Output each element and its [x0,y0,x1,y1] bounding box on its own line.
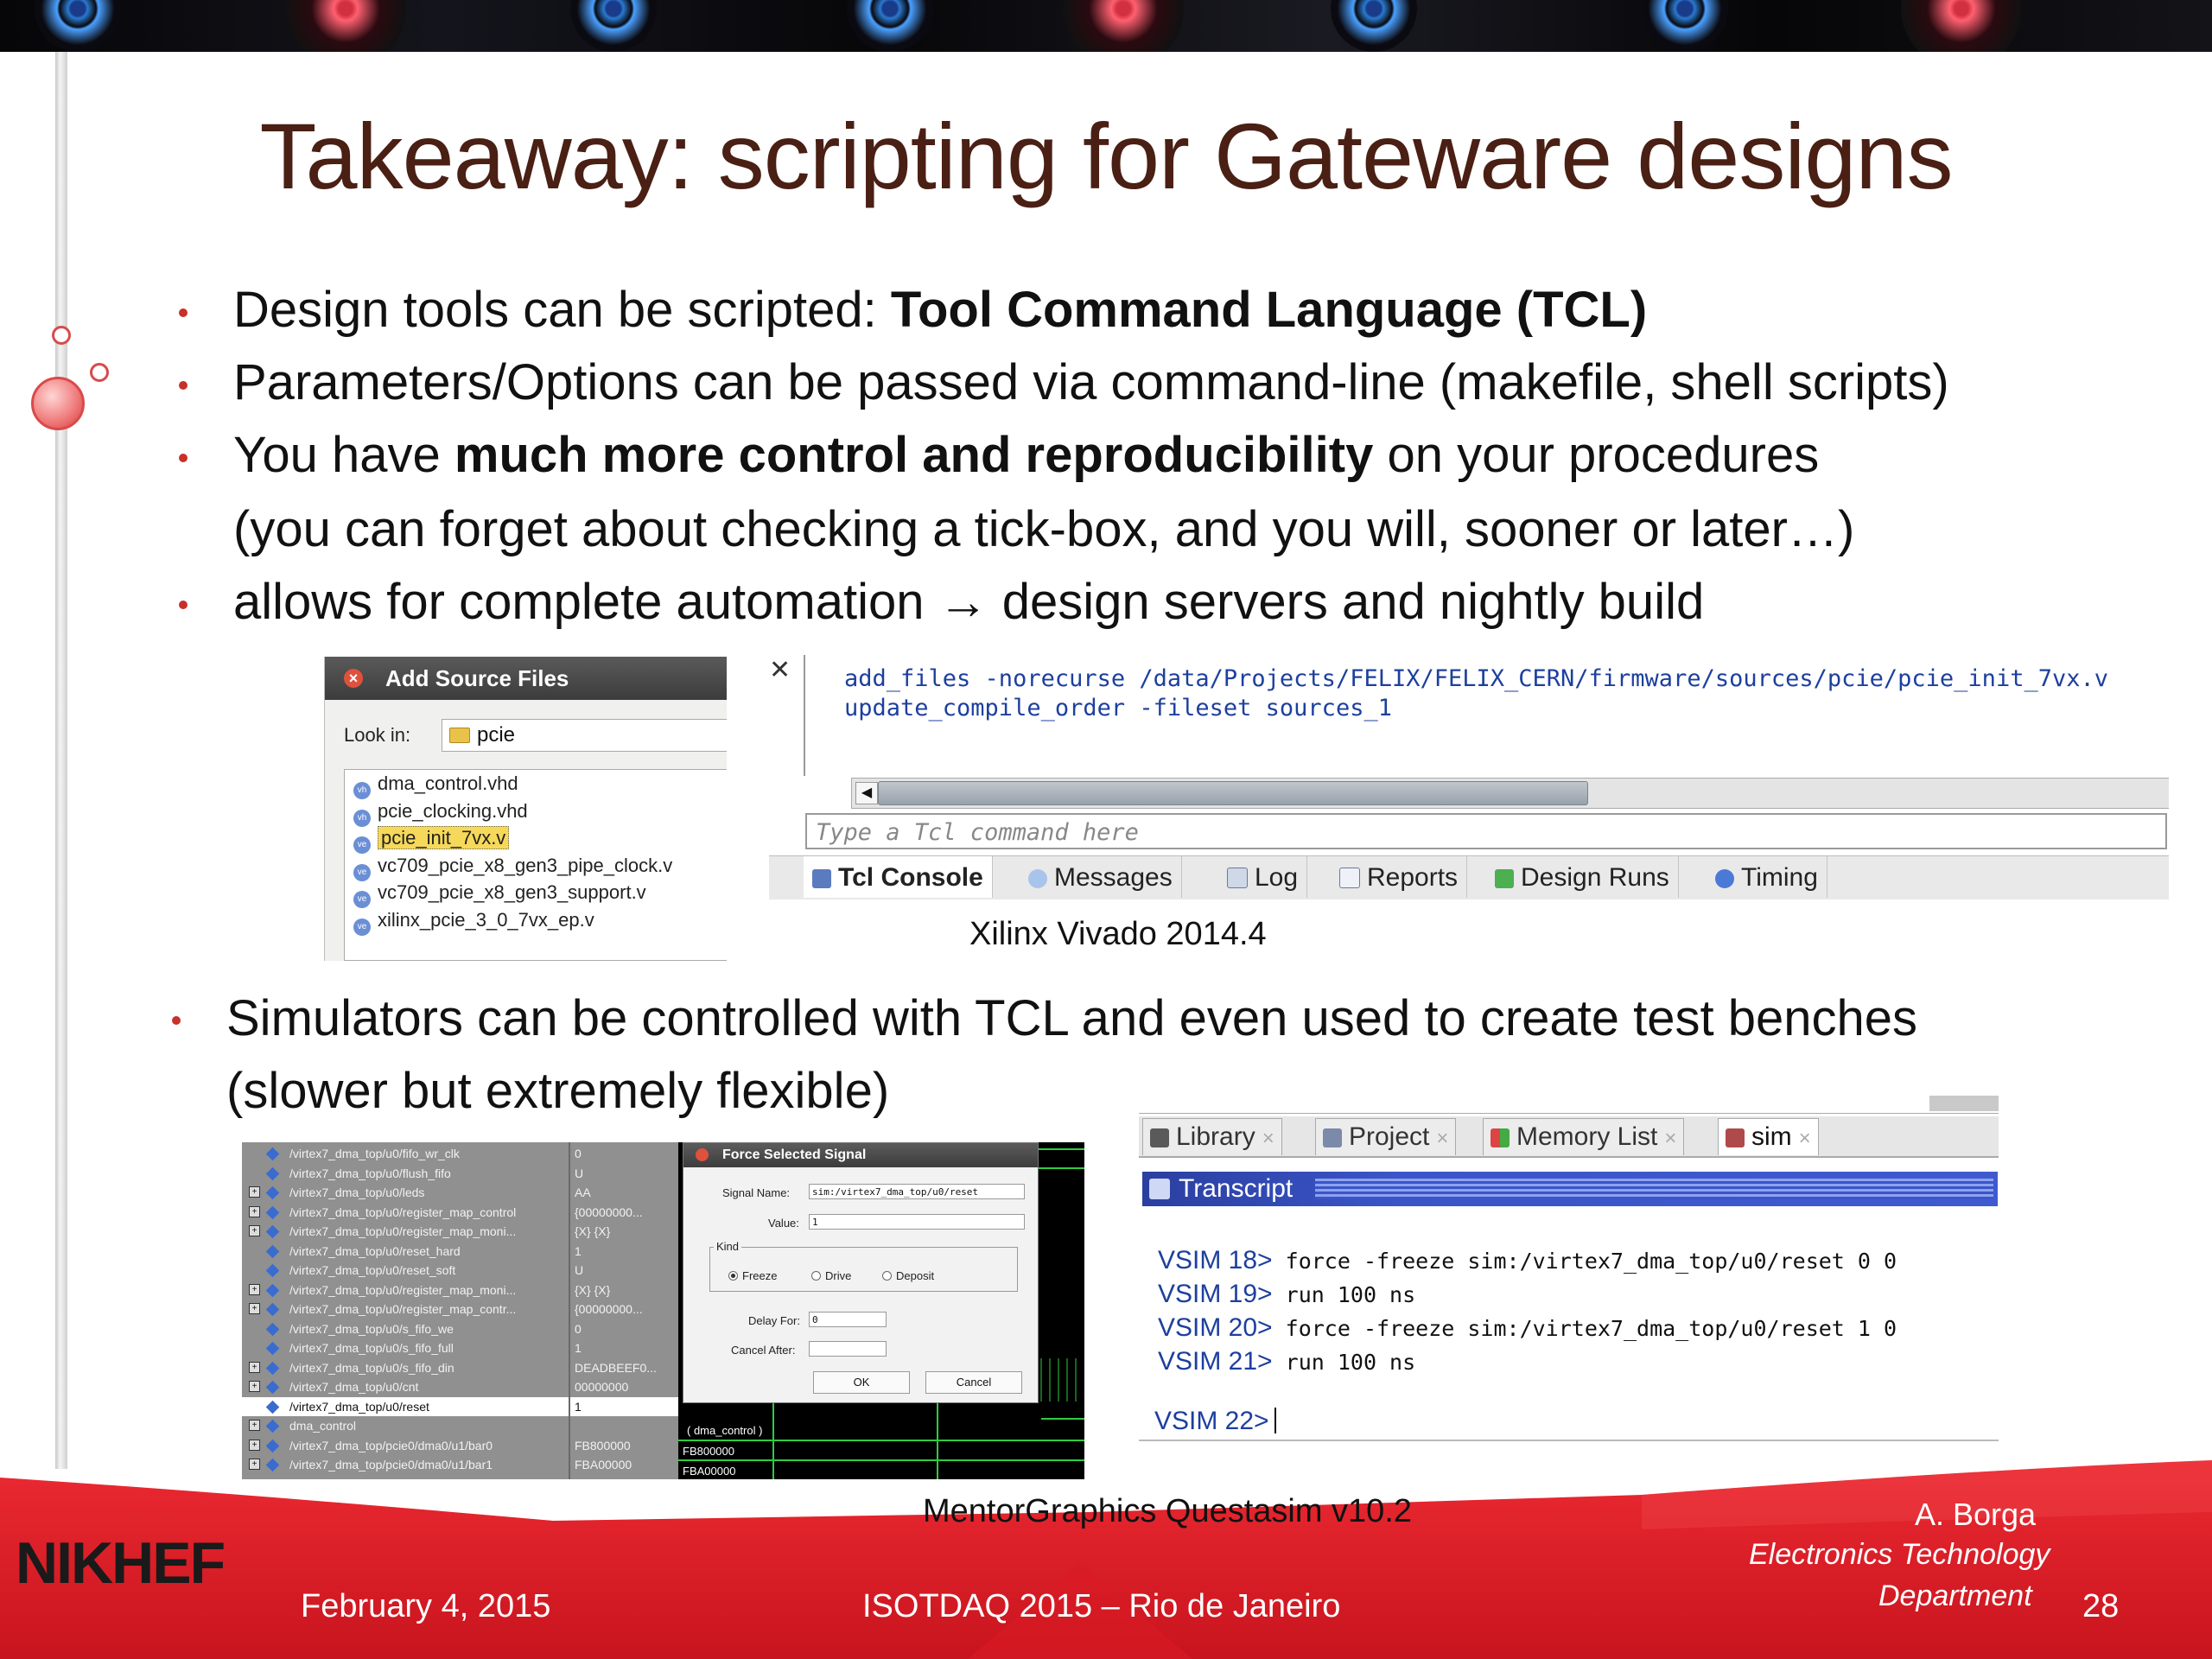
bullet-dot [179,381,188,390]
reports-icon [1339,868,1360,888]
tab-project[interactable]: Project × [1315,1118,1456,1155]
signal-row[interactable] [242,1358,678,1378]
transcript-line: VSIM 20> force -freeze sim:/virtex7_dma_top/u0/reset 1 0 [1158,1313,1897,1342]
value-label: Value: [768,1217,799,1230]
bullet-5-continuation: (slower but extremely flexible) [226,1063,890,1119]
bullet-2: Parameters/Options can be passed via command-line (makefile, shell scripts) [233,354,1949,410]
bullet-3: You have much more control and reproducibility on your procedures [233,427,1820,483]
signal-icon [266,1439,280,1452]
library-icon [1150,1128,1169,1147]
signal-name: /virtex7_dma_top/pcie0/dma0/u1/bar1 [289,1458,493,1471]
detector-burst [35,0,121,52]
radio-icon [811,1271,821,1281]
expand-icon[interactable]: + [249,1303,260,1314]
memory-list-icon [1491,1128,1510,1147]
signal-name: /virtex7_dma_top/u0/reset [289,1399,429,1414]
file-item[interactable]: ve xilinx_pcie_3_0_7vx_ep.v [345,906,727,934]
verilog-file-icon: ve [353,836,371,854]
messages-icon [1028,869,1047,888]
signal-icon [266,1186,280,1200]
detector-burst [1063,0,1184,52]
bullet-dot [179,308,188,317]
signal-row[interactable] [242,1436,678,1456]
questa-wave-window [242,1142,1084,1479]
detector-burst [1901,0,2022,52]
radio-checked-icon [728,1271,738,1281]
top-banner [0,0,2212,52]
log-icon [1227,868,1248,888]
expand-icon[interactable]: + [249,1225,260,1236]
questasim-caption: MentorGraphics Questasim v10.2 [923,1493,1413,1529]
footer-dept-line1: Electronics Technology [1749,1538,2050,1571]
expand-icon[interactable]: + [249,1362,260,1373]
signal-name: /virtex7_dma_top/u0/leds [289,1185,425,1199]
signal-icon [266,1420,280,1433]
expand-icon[interactable]: + [249,1420,260,1431]
bullet-5: Simulators can be controlled with TCL and even used to create test benches [226,990,1918,1046]
signal-row[interactable] [242,1397,678,1417]
expand-icon[interactable]: + [249,1459,260,1470]
vhdl-file-icon: vh [353,810,371,827]
close-icon[interactable] [696,1148,709,1161]
trace-label: FBA00000 [683,1465,736,1478]
header-grip[interactable] [1315,1179,1993,1199]
cancel-button[interactable]: Cancel [925,1371,1022,1394]
signal-name: /virtex7_dma_top/u0/register_map_contr... [289,1302,517,1316]
transcript-divider [1139,1440,1999,1441]
bullet-dot [179,601,188,609]
signal-name-input[interactable]: sim:/virtex7_dma_top/u0/reset [809,1184,1025,1199]
signal-row[interactable] [242,1300,678,1319]
verilog-file-icon: ve [353,864,371,881]
signal-value: 1 [575,1243,582,1258]
signal-name: dma_control [289,1419,357,1433]
bullet-3-continuation: (you can forget about checking a tick-box, and you will, sooner or later…) [233,501,1855,557]
signal-value: U [575,1263,584,1277]
trace-label: FB800000 [683,1445,734,1458]
text-cursor [1274,1408,1276,1433]
signal-name: /virtex7_dma_top/u0/s_fifo_we [289,1321,454,1336]
signal-row[interactable] [242,1203,678,1223]
top-scrollbar[interactable] [1139,1094,1999,1114]
detector-burst [1642,0,1728,52]
radio-icon [882,1271,892,1281]
tab-tcl-console[interactable]: Tcl Console [804,856,993,898]
vivado-tcl-console [769,655,2169,906]
tab-memory-list[interactable]: Memory List × [1483,1118,1684,1155]
delay-label: Delay For: [748,1314,800,1327]
signal-icon [266,1322,280,1336]
signal-value: 1 [575,1341,582,1355]
signal-value: 1 [575,1399,582,1414]
file-item[interactable]: ve vc709_pcie_x8_gen3_pipe_clock.v [345,852,727,880]
signal-icon [266,1283,280,1297]
kind-drive-radio[interactable]: Drive [811,1269,851,1282]
signal-row[interactable] [242,1416,678,1436]
transcript-icon [1149,1179,1170,1199]
signal-name: /virtex7_dma_top/u0/reset_hard [289,1243,461,1258]
file-list [344,769,727,961]
signal-row[interactable] [242,1242,678,1262]
file-item-selected[interactable]: ve pcie_init_7vx.v [345,824,727,852]
signal-name: /virtex7_dma_top/u0/register_map_moni... [289,1282,517,1297]
signal-row[interactable] [242,1144,678,1164]
tab-library[interactable]: Library × [1142,1118,1282,1155]
signal-value: U [575,1166,584,1180]
signal-icon [266,1303,280,1317]
footer-author: A. Borga [1915,1497,2037,1532]
signal-icon [266,1244,280,1258]
signal-icon [266,1361,280,1375]
signal-row[interactable] [242,1261,678,1281]
signal-row[interactable] [242,1377,678,1397]
transcript-header: Transcript [1142,1172,1998,1206]
look-in-label: Look in: [344,724,411,746]
nikhef-logo: NIKHEF [16,1530,225,1596]
signal-name-label: Signal Name: [722,1186,791,1199]
close-icon[interactable]: ✕ [769,656,791,684]
left-rail [55,52,67,1469]
signal-icon [266,1400,280,1414]
signal-name: /virtex7_dma_top/u0/s_fifo_full [289,1341,454,1355]
look-in-value: pcie [477,723,516,747]
close-tab-icon[interactable]: × [1436,1127,1449,1150]
horizontal-scrollbar[interactable] [851,778,2169,809]
tab-messages[interactable]: Messages [1020,856,1182,898]
delay-input[interactable]: 0 [809,1312,887,1327]
kind-deposit-radio[interactable]: Deposit [882,1269,934,1282]
footer-event: ISOTDAQ 2015 – Rio de Janeiro [862,1588,1341,1624]
tab-reports[interactable]: Reports [1331,856,1467,898]
verilog-file-icon: ve [353,918,371,936]
close-icon[interactable]: × [344,669,363,688]
dialog-title: Add Source Files [385,665,569,691]
tab-sim[interactable]: sim × [1718,1118,1819,1155]
decor-circle-large [31,377,85,430]
tab-design-runs[interactable]: Design Runs [1486,856,1679,898]
detector-burst [570,0,657,52]
signal-value: {00000000... [575,1205,643,1219]
sim-icon [1726,1128,1745,1147]
timing-icon [1715,869,1734,888]
ok-button[interactable]: OK [813,1371,910,1394]
signal-value: {X} {X} [575,1224,611,1238]
transcript-line: VSIM 18> force -freeze sim:/virtex7_dma_top/u0/reset 0 0 [1158,1246,1897,1274]
signal-icon [266,1342,280,1356]
footer-dept-line2: Department [1878,1580,2032,1612]
signal-icon [266,1205,280,1219]
file-item[interactable]: vh pcie_clocking.vhd [345,798,727,825]
signal-name: /virtex7_dma_top/u0/flush_fifo [289,1166,451,1180]
force-selected-signal-dialog [683,1142,1039,1403]
questa-tab-bar [1139,1116,1999,1158]
kind-label: Kind [714,1240,741,1253]
expand-icon[interactable]: + [249,1186,260,1198]
value-column-divider [569,1142,570,1479]
transcript-line: VSIM 21> run 100 ns [1158,1347,1416,1376]
signal-value: {X} {X} [575,1282,611,1297]
console-output [804,655,2169,776]
signal-icon [266,1147,280,1161]
tab-timing[interactable]: Timing [1707,856,1827,898]
bullet-dot [179,454,188,462]
console-tab-bar [769,855,2169,899]
decor-circle-small [90,363,109,382]
footer-date: February 4, 2015 [301,1588,551,1624]
signal-row[interactable] [242,1183,678,1203]
console-icon [812,869,831,888]
decor-circle-small [52,326,71,345]
tcl-command-input[interactable]: Type a Tcl command here [805,813,2167,849]
signal-value: FB800000 [575,1438,631,1452]
signal-value: 0 [575,1321,582,1336]
signal-row[interactable] [242,1338,678,1358]
signal-value: DEADBEEF0... [575,1360,657,1375]
signal-name: /virtex7_dma_top/u0/cnt [289,1380,419,1394]
signal-name: /virtex7_dma_top/pcie0/dma0/u1/bar0 [289,1438,493,1452]
signal-name: /virtex7_dma_top/u0/register_map_moni... [289,1224,517,1238]
signal-value: FBA00000 [575,1458,632,1471]
detector-burst [847,0,933,52]
console-line: add_files -norecurse /data/Projects/FELIX/FELIX_CERN/firmware/sources/pcie/pcie_init_7vx.v [844,665,2108,692]
signal-row[interactable] [242,1164,678,1184]
signal-name: /virtex7_dma_top/u0/register_map_control [289,1205,517,1219]
close-tab-icon[interactable]: × [1262,1127,1274,1150]
dialog-titlebar: Force Selected Signal [683,1143,1038,1167]
signal-row[interactable] [242,1319,678,1339]
signal-icon [266,1264,280,1278]
detector-burst [285,0,406,52]
signal-value: 00000000 [575,1380,629,1394]
expand-icon[interactable]: + [249,1206,260,1217]
signal-row[interactable] [242,1281,678,1300]
bullet-1: Design tools can be scripted: Tool Command Language (TCL) [233,282,1648,338]
file-item[interactable]: vh dma_control.vhd [345,770,727,798]
value-input[interactable]: 1 [809,1214,1025,1230]
signal-name: /virtex7_dma_top/u0/s_fifo_din [289,1360,454,1375]
console-line: update_compile_order -fileset sources_1 [844,695,1392,721]
signal-value: 0 [575,1147,582,1160]
signal-name: /virtex7_dma_top/u0/fifo_wr_clk [289,1147,460,1160]
vhdl-file-icon: vh [353,782,371,799]
folder-icon [449,728,470,743]
signal-icon [266,1166,280,1180]
look-in-select[interactable] [442,719,727,752]
verilog-file-icon: ve [353,891,371,908]
bullet-4: allows for complete automation → design servers and nightly build [233,574,1705,630]
trace-label: ( dma_control ) [687,1424,763,1437]
tab-log[interactable]: Log [1218,856,1307,898]
expand-icon[interactable]: + [249,1440,260,1451]
signal-icon [266,1381,280,1395]
scrollbar-thumb[interactable] [878,781,1588,805]
signal-value: AA [575,1185,591,1199]
cancel-after-input[interactable] [809,1341,887,1357]
bullet-dot [172,1016,181,1025]
scroll-left-icon[interactable]: ◀ [855,782,878,804]
page-number: 28 [2082,1588,2120,1624]
expand-icon[interactable]: + [249,1381,260,1392]
scrollbar-thumb[interactable] [1929,1096,1999,1111]
vivado-caption: Xilinx Vivado 2014.4 [969,916,1267,952]
file-item[interactable]: ve vc709_pcie_x8_gen3_support.v [345,879,727,906]
transcript-input-line[interactable]: VSIM 22> [1154,1407,1276,1436]
signal-value: {00000000... [575,1302,643,1316]
kind-freeze-radio[interactable]: Freeze [728,1269,777,1282]
transcript-line: VSIM 19> run 100 ns [1158,1280,1416,1308]
dialog-titlebar [325,657,727,700]
slide-title: Takeaway: scripting for Gateware designs [259,104,1953,208]
detector-burst [1331,0,1417,52]
close-tab-icon[interactable]: × [1664,1127,1677,1150]
add-source-files-dialog [324,657,727,961]
questa-transcript-window [1139,1094,2003,1479]
project-icon [1323,1128,1342,1147]
close-tab-icon[interactable]: × [1798,1127,1811,1150]
signal-row[interactable] [242,1222,678,1242]
design-runs-icon [1495,869,1514,888]
signal-name: /virtex7_dma_top/u0/reset_soft [289,1263,456,1277]
signal-icon [266,1225,280,1239]
cancel-after-label: Cancel After: [731,1344,796,1357]
expand-icon[interactable]: + [249,1284,260,1295]
